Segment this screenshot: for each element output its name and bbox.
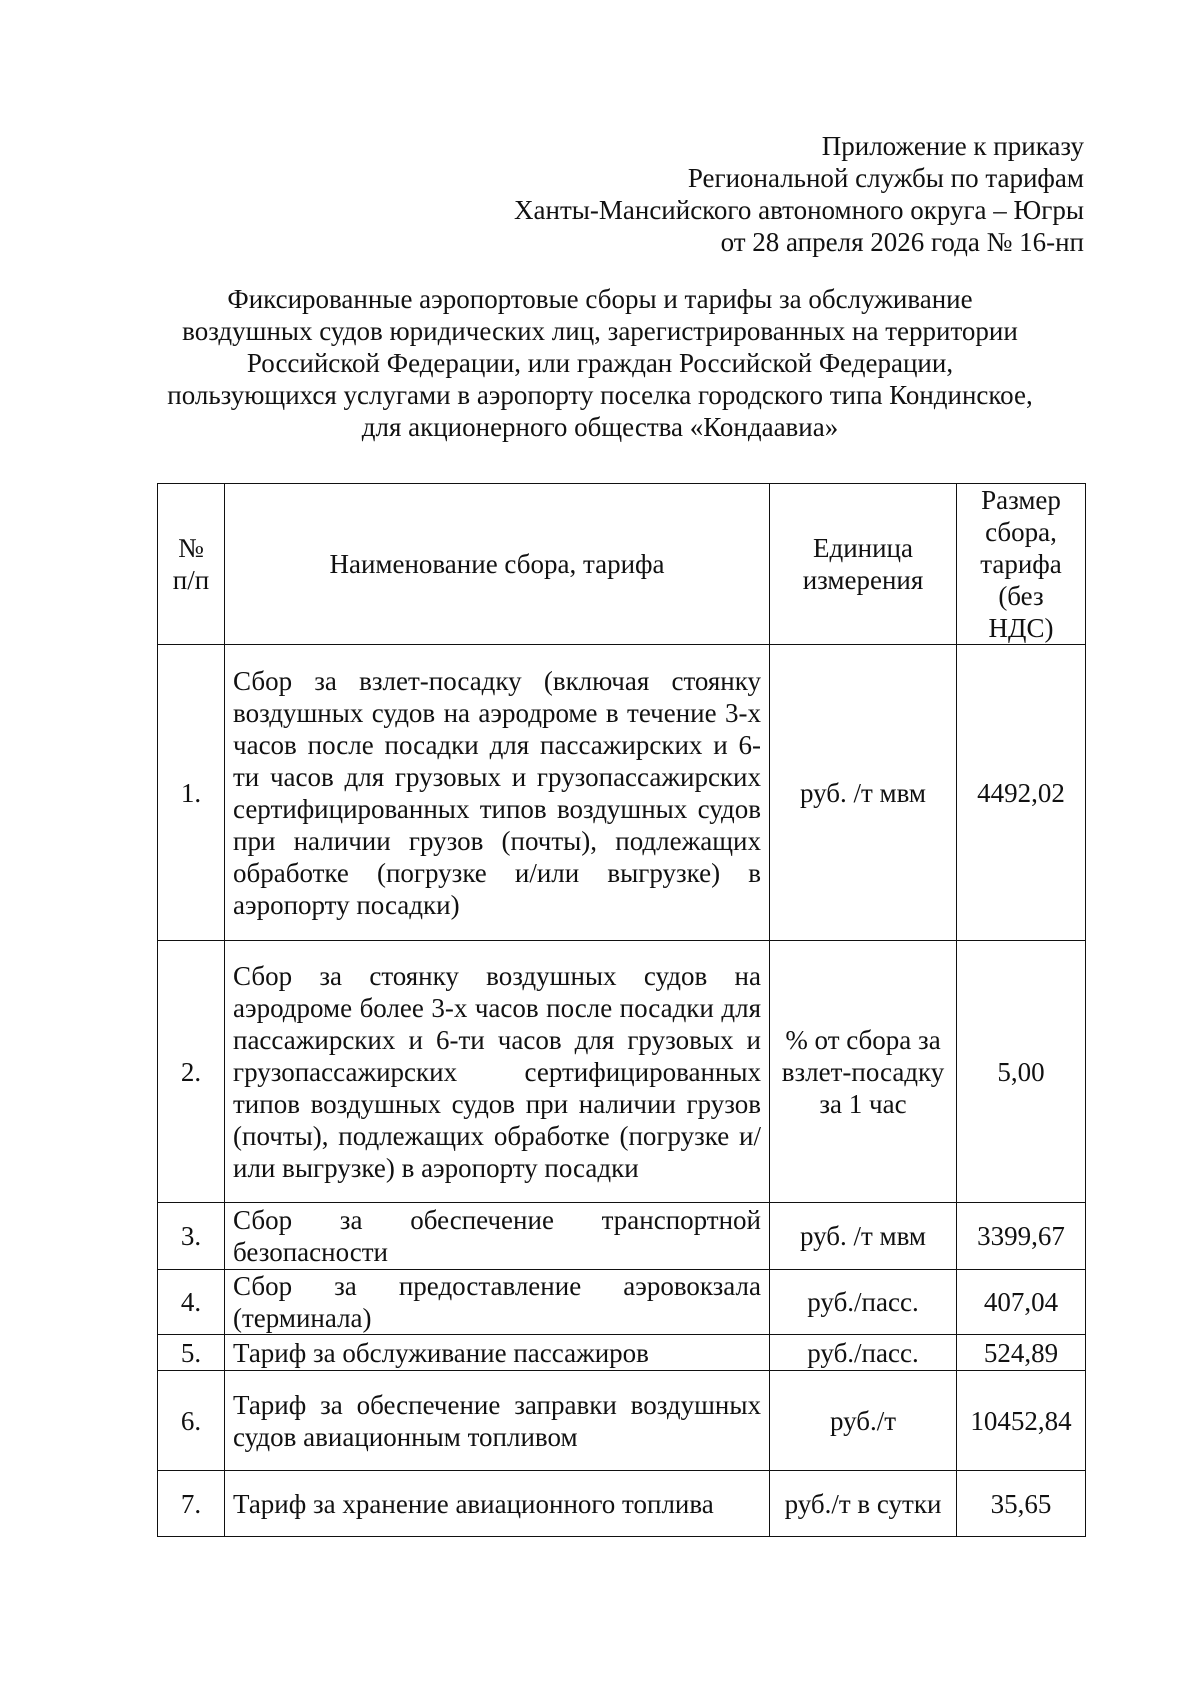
row-name: Сбор за обеспечение транспортной безопасности <box>225 1203 770 1270</box>
document-title <box>120 283 1080 443</box>
row-name: Тариф за хранение авиационного топлива <box>225 1471 770 1537</box>
row-value: 5,00 <box>957 941 1086 1203</box>
row-number: 5. <box>158 1335 225 1371</box>
column-header-name: Наименование сбора, тарифа <box>225 484 770 645</box>
row-value: 524,89 <box>957 1335 1086 1371</box>
table-row <box>158 1371 1086 1471</box>
row-value: 10452,84 <box>957 1371 1086 1471</box>
row-name: Сбор за взлет-посадку (включая стоянку воздушных судов на аэродроме в течение 3-х часов после посадки для пассажирских и 6-ти часов для грузовых и грузопассажирских сертифицированных типов воздушных судов при наличии грузов (почты), подлежащих обработке (погрузке и/или выгрузке) в аэропорту посадки) <box>225 645 770 941</box>
row-unit: руб./пасс. <box>770 1335 957 1371</box>
row-unit: % от сбора за взлет-посадку за 1 час <box>770 941 957 1203</box>
row-value: 407,04 <box>957 1270 1086 1335</box>
row-name: Тариф за обеспечение заправки воздушных судов авиационным топливом <box>225 1371 770 1471</box>
column-header-value: Размер сбора, тарифа (без НДС) <box>957 484 1086 645</box>
table-row <box>158 1203 1086 1270</box>
row-name: Сбор за предоставление аэровокзала (терминала) <box>225 1270 770 1335</box>
table-row <box>158 1471 1086 1537</box>
row-number: 7. <box>158 1471 225 1537</box>
row-unit: руб./пасс. <box>770 1270 957 1335</box>
document-title-line: Фиксированные аэропортовые сборы и тарифы за обслуживание <box>227 284 973 314</box>
row-unit: руб. /т мвм <box>770 645 957 941</box>
row-name: Тариф за обслуживание пассажиров <box>225 1335 770 1371</box>
row-unit: руб./т в сутки <box>770 1471 957 1537</box>
document-title-line: пользующихся услугами в аэропорту поселка городского типа Кондинское, <box>167 380 1033 410</box>
appendix-header <box>514 130 1084 258</box>
tariffs-table <box>157 483 1086 1537</box>
document-title-line: воздушных судов юридических лиц, зарегистрированных на территории <box>182 316 1018 346</box>
row-unit: руб./т <box>770 1371 957 1471</box>
row-number: 6. <box>158 1371 225 1471</box>
row-value: 35,65 <box>957 1471 1086 1537</box>
column-header-unit: Единица измерения <box>770 484 957 645</box>
appendix-header-line: от 28 апреля 2026 года № 16-нп <box>720 227 1084 257</box>
row-value: 4492,02 <box>957 645 1086 941</box>
column-header-number: № п/п <box>158 484 225 645</box>
table-row <box>158 1270 1086 1335</box>
table-row <box>158 1335 1086 1371</box>
appendix-header-line: Ханты-Мансийского автономного округа – Югры <box>514 195 1084 225</box>
row-unit: руб. /т мвм <box>770 1203 957 1270</box>
row-number: 1. <box>158 645 225 941</box>
appendix-header-line: Приложение к приказу <box>821 131 1084 161</box>
row-number: 3. <box>158 1203 225 1270</box>
row-name: Сбор за стоянку воздушных судов на аэродроме более 3-х часов после посадки для пассажирских и 6-ти часов для грузовых и грузопассажирских сертифицированных типов воздушных судов при наличии грузов (почты), подлежащих обработке (погрузке и/или выгрузке) в аэропорту посадки <box>225 941 770 1203</box>
table-header-row <box>158 484 1086 645</box>
document-title-line: для акционерного общества «Кондаавиа» <box>361 412 839 442</box>
row-number: 2. <box>158 941 225 1203</box>
table-row <box>158 941 1086 1203</box>
row-value: 3399,67 <box>957 1203 1086 1270</box>
row-number: 4. <box>158 1270 225 1335</box>
table-row <box>158 645 1086 941</box>
appendix-header-line: Региональной службы по тарифам <box>687 163 1084 193</box>
document-title-line: Российской Федерации, или граждан Российской Федерации, <box>246 348 954 378</box>
